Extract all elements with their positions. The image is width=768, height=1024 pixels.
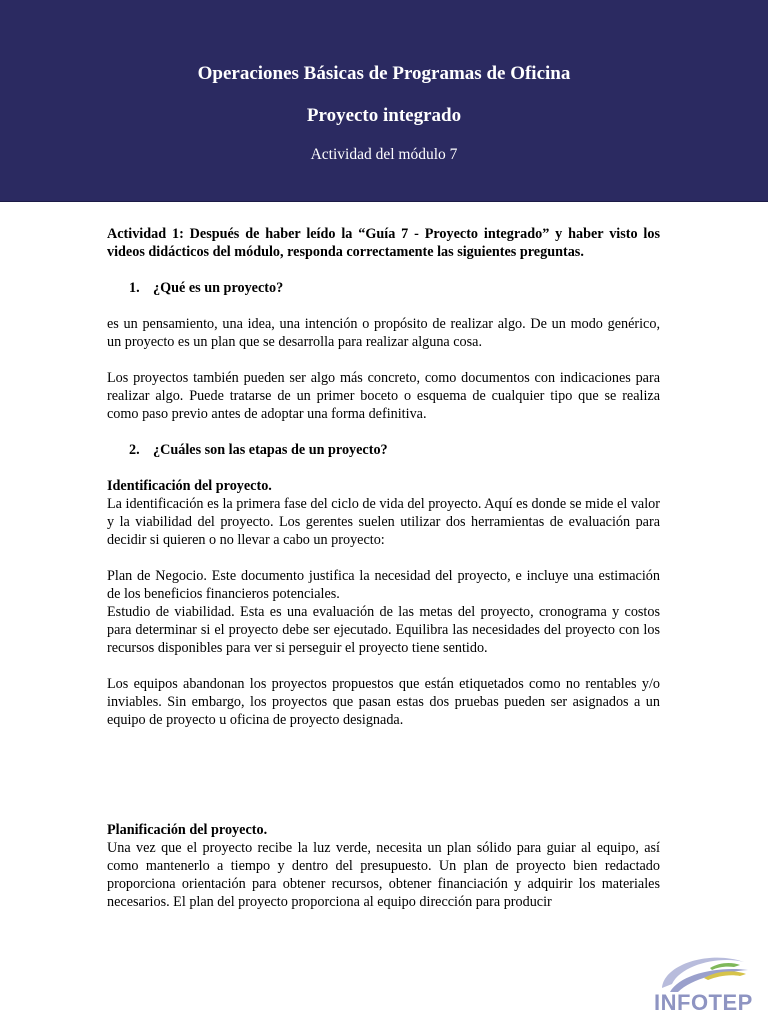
question-text: ¿Qué es un proyecto? bbox=[153, 280, 284, 296]
infotep-logo bbox=[648, 948, 760, 1022]
planning-paragraph-1: Una vez que el proyecto recibe la luz verde, necesita un plan sólido para guiar al equipo, así como mantenerlo a tiempo y dentro del presupuesto. Un plan de proyecto bien redactado proporciona orientación para obtener recursos, obtener financiación y adquirir los materiales necesarios. El plan del proyecto proporciona al equipo dirección para producir bbox=[107, 840, 660, 910]
page-header bbox=[0, 0, 768, 202]
question-number: 1. bbox=[129, 280, 140, 296]
course-title: Operaciones Básicas de Programas de Oficina bbox=[197, 63, 571, 84]
question-number: 2. bbox=[129, 442, 140, 458]
activity-label: Actividad del módulo 7 bbox=[310, 146, 458, 163]
feasibility-paragraph: Estudio de viabilidad. Esta es una evaluación de las metas del proyecto, cronograma y costos para determinar si el proyecto debe ser ejecutado. Equilibra las necesidades del proyecto con los recursos disponibles para ver si perseguir el proyecto tiene sentido. bbox=[107, 604, 660, 656]
logo-wordmark: INFOTEP bbox=[654, 990, 753, 1015]
question-2 bbox=[129, 441, 660, 459]
identification-paragraph-4: Los equipos abandonan los proyectos propuestos que están etiquetados como no rentables y/o inviables. Sin embargo, los proyectos que pasan estas dos pruebas pueden ser asignados a un equipo de proyecto u oficina de proyecto designada. bbox=[107, 676, 660, 728]
planning-heading: Planificación del proyecto. bbox=[107, 822, 268, 838]
question-text: ¿Cuáles son las etapas de un proyecto? bbox=[153, 442, 388, 458]
project-title: Proyecto integrado bbox=[306, 105, 462, 126]
question-1 bbox=[129, 279, 660, 297]
activity-instructions: Actividad 1: Después de haber leído la “Guía 7 - Proyecto integrado” y haber visto los videos didácticos del módulo, responda correctamente las siguientes preguntas. bbox=[107, 226, 660, 260]
document-body bbox=[107, 225, 660, 911]
identification-heading: Identificación del proyecto. bbox=[107, 478, 272, 494]
business-plan-paragraph: Plan de Negocio. Este documento justifica la necesidad del proyecto, e incluye una estimación de los beneficios financieros potenciales. bbox=[107, 568, 660, 602]
answer-1-paragraph-2: Los proyectos también pueden ser algo más concreto, como documentos con indicaciones para realizar algo. Puede tratarse de un primer boceto o esquema de cualquier tipo que se realiza como paso previo antes de adoptar una forma definitiva. bbox=[107, 370, 660, 422]
identification-paragraph-1: La identificación es la primera fase del ciclo de vida del proyecto. Aquí es donde se mide el valor y la viabilidad del proyecto. Los gerentes suelen utilizar dos herramientas de evaluación para decidir si quieren o no llevar a cabo un proyecto: bbox=[107, 496, 660, 548]
answer-1-paragraph-1: es un pensamiento, una idea, una intención o propósito de realizar algo. De un modo genérico, un proyecto es un plan que se desarrolla para realizar alguna cosa. bbox=[107, 316, 660, 350]
